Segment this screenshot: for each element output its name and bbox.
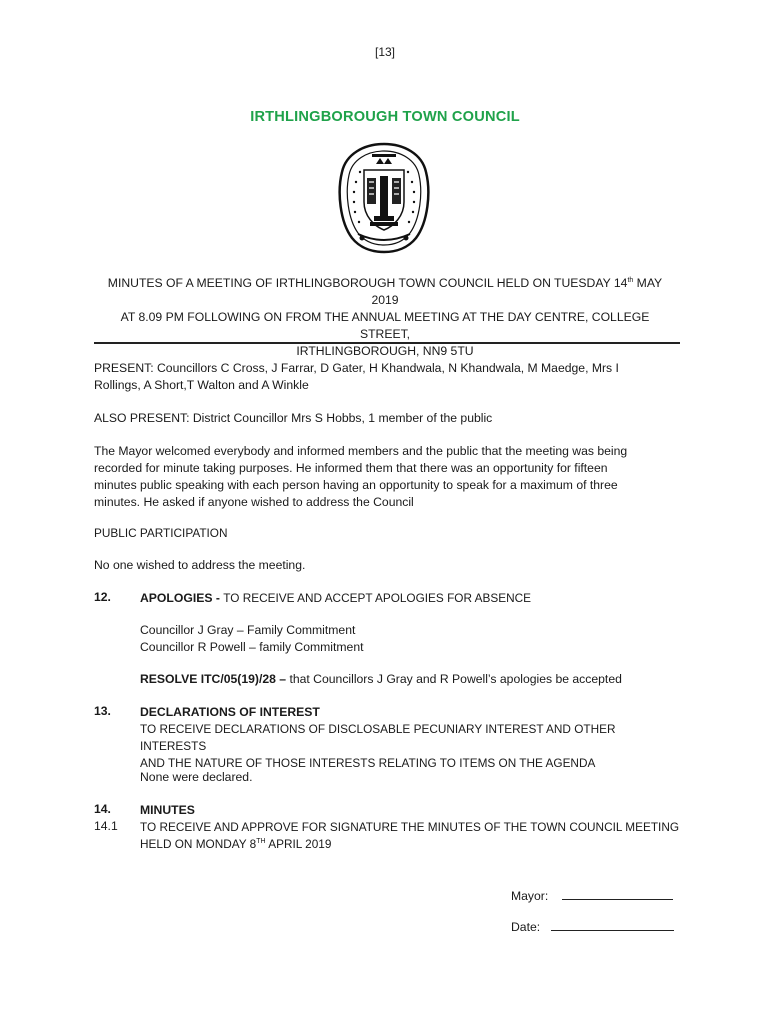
present-line-1: PRESENT: Councillors C Cross, J Farrar, D Gater, H Khandwala, N Khandwala, M Maedge, Mrs I — [94, 361, 619, 375]
item-13-line-2: AND THE NATURE OF THOSE INTERESTS RELATING TO ITEMS ON THE AGENDA — [140, 756, 596, 770]
minutes-heading — [94, 275, 676, 360]
public-participation-heading: PUBLIC PARTICIPATION — [94, 526, 228, 540]
item-13-number: 13. — [94, 704, 111, 718]
welcome-line-3: minutes public speaking with each person having an opportunity to speak for a maximum of three — [94, 478, 618, 492]
item-13-outcome: None were declared. — [140, 770, 253, 784]
present-line-2: Rollings, A Short,T Walton and A Winkle — [94, 378, 309, 392]
welcome-line-1: The Mayor welcomed everybody and informed members and the public that the meeting was being — [94, 444, 628, 458]
apology-item: Councillor R Powell – family Commitment — [140, 640, 364, 654]
item-14-1-body — [140, 819, 680, 853]
crest-seal-icon — [334, 142, 434, 254]
heading-line-2: AT 8.09 PM FOLLOWING ON FROM THE ANNUAL MEETING AT THE DAY CENTRE, COLLEGE STREET, — [120, 310, 650, 341]
item-13-title: DECLARATIONS OF INTEREST — [140, 705, 320, 719]
date-signature-line — [511, 920, 674, 934]
heading-line-3: IRTHLINGBOROUGH, NN9 5TU — [296, 344, 474, 358]
date-signature-blank — [551, 920, 674, 931]
item-13-body — [140, 704, 680, 772]
mayor-signature-line — [511, 889, 673, 903]
item-12-number: 12. — [94, 590, 111, 604]
present-paragraph — [94, 360, 684, 394]
heading-line-1 — [94, 275, 676, 309]
item-12-resolution — [140, 671, 680, 688]
heading-divider — [94, 342, 680, 344]
item-14-1-line-2-text: HELD ON MONDAY 8 — [140, 837, 257, 851]
also-present-paragraph: ALSO PRESENT: District Councillor Mrs S Hobbs, 1 member of the public — [94, 411, 493, 425]
council-title: IRTHLINGBOROUGH TOWN COUNCIL — [250, 109, 520, 125]
item-12-title: APOLOGIES - — [140, 591, 224, 605]
apologies-list — [140, 622, 680, 656]
heading-line-1-end: MAY 2019 — [371, 276, 663, 307]
item-14-1-number: 14.1 — [94, 819, 118, 833]
mayor-signature-blank — [562, 889, 673, 900]
page-number: [13] — [374, 45, 395, 59]
no-one-statement: No one wished to address the meeting. — [94, 558, 306, 572]
item-14-1-line-2-sup: TH — [256, 838, 266, 846]
date-label: Date: — [511, 920, 541, 934]
item-12-heading — [140, 590, 680, 607]
item-14-1-line-2 — [140, 836, 680, 853]
item-13-line-1: TO RECEIVE DECLARATIONS OF DISCLOSABLE PECUNIARY INTEREST AND OTHER INTERESTS — [140, 722, 616, 753]
resolution-label: RESOLVE ITC/05(19)/28 – — [140, 672, 287, 686]
item-14-number: 14. — [94, 802, 111, 816]
mayor-label: Mayor: — [511, 889, 549, 903]
item-14-title: MINUTES — [140, 803, 195, 817]
welcome-line-4: minutes. He asked if anyone wished to address the Council — [94, 495, 414, 509]
apology-item: Councillor J Gray – Family Commitment — [140, 623, 356, 637]
resolution-text: that Councillors J Gray and R Powell’s apologies be accepted — [286, 672, 622, 686]
welcome-paragraph — [94, 443, 684, 511]
heading-line-1-sup: th — [627, 276, 634, 284]
item-12-subtitle: TO RECEIVE AND ACCEPT APOLOGIES FOR ABSENCE — [223, 591, 531, 605]
heading-line-1-text: MINUTES OF A MEETING OF IRTHLINGBOROUGH TOWN COUNCIL HELD ON TUESDAY 14 — [107, 276, 628, 290]
item-14-1-line-2-end: APRIL 2019 — [265, 837, 332, 851]
council-crest-seal — [334, 142, 434, 254]
item-14-1-line-1: TO RECEIVE AND APPROVE FOR SIGNATURE THE MINUTES OF THE TOWN COUNCIL MEETING — [140, 820, 680, 834]
welcome-line-2: recorded for minute taking purposes. He informed them that there was an opportunity for fifteen — [94, 461, 608, 475]
